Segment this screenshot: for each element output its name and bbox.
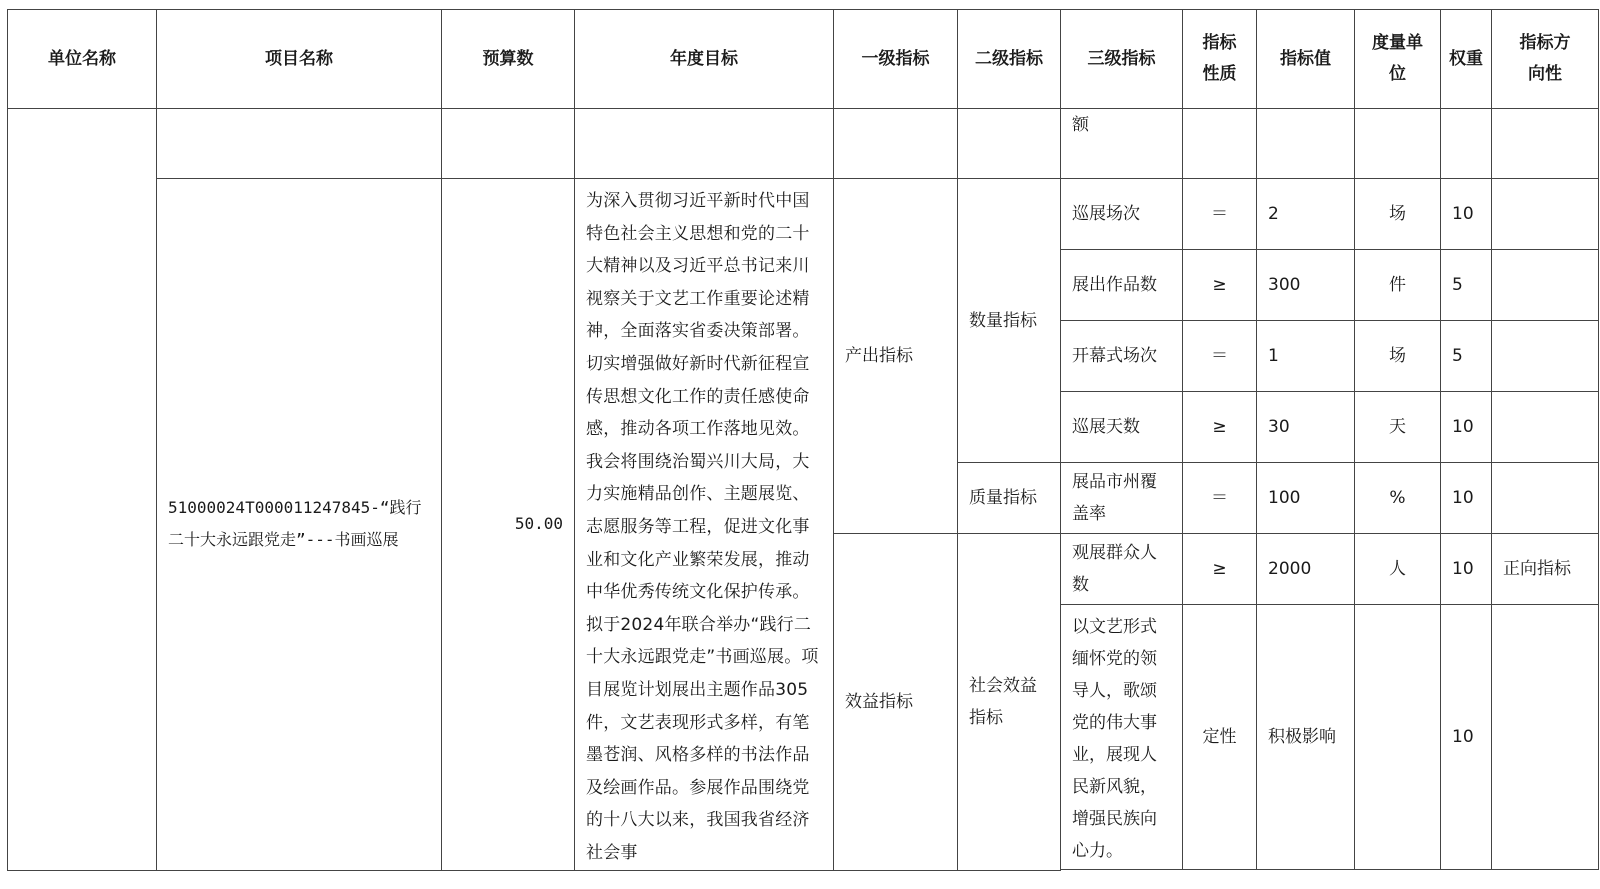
value-cell: 100 [1257, 463, 1355, 534]
nature-cell: ＝ [1183, 321, 1257, 392]
carryover-budget-cell [442, 109, 575, 179]
header-unit: 度量单位 [1355, 10, 1441, 109]
nature-cell: ＝ [1183, 179, 1257, 250]
level3-cell: 以文艺形式缅怀党的领导人，歌颂党的伟大事业，展现人民新风貌，增强民族向心力。 [1061, 605, 1183, 870]
weight-cell: 10 [1441, 179, 1492, 250]
level2-quantity-cell: 数量指标 [958, 179, 1061, 463]
direction-cell [1492, 321, 1599, 392]
carryover-level1-cell [834, 109, 958, 179]
direction-cell [1492, 605, 1599, 870]
level3-cell: 展出作品数 [1061, 250, 1183, 321]
value-cell: 积极影响 [1257, 605, 1355, 870]
direction-cell [1492, 463, 1599, 534]
direction-cell [1492, 250, 1599, 321]
header-direction: 指标方向性 [1492, 10, 1599, 109]
header-nature: 指标性质 [1183, 10, 1257, 109]
header-weight: 权重 [1441, 10, 1492, 109]
project-name-cell: 51000024T000011247845-“践行二十大永远跟党走”---书画巡展 [157, 179, 442, 871]
header-level3: 三级指标 [1061, 10, 1183, 109]
direction-cell [1492, 179, 1599, 250]
carryover-nature-cell [1183, 109, 1257, 179]
table-tail-spacer [1061, 870, 1599, 871]
nature-cell: ≥ [1183, 392, 1257, 463]
carryover-project-cell [157, 109, 442, 179]
header-budget: 预算数 [442, 10, 575, 109]
level1-output-cell: 产出指标 [834, 179, 958, 534]
value-cell: 1 [1257, 321, 1355, 392]
level2-quality-cell: 质量指标 [958, 463, 1061, 534]
unit-cell: 场 [1355, 179, 1441, 250]
weight-cell: 10 [1441, 463, 1492, 534]
level3-cell: 观展群众人数 [1061, 534, 1183, 605]
value-cell: 30 [1257, 392, 1355, 463]
value-cell: 2 [1257, 179, 1355, 250]
nature-cell: 定性 [1183, 605, 1257, 870]
weight-cell: 5 [1441, 321, 1492, 392]
unit-cell: 人 [1355, 534, 1441, 605]
table-row [8, 179, 1599, 250]
unit-cell: 件 [1355, 250, 1441, 321]
header-annual-goal: 年度目标 [575, 10, 834, 109]
carryover-weight-cell [1441, 109, 1492, 179]
nature-cell: ≥ [1183, 534, 1257, 605]
carryover-unit-cell [1355, 109, 1441, 179]
budget-cell: 50.00 [442, 179, 575, 871]
level1-benefit-cell: 效益指标 [834, 534, 958, 871]
unit-name-cell [8, 109, 157, 871]
unit-cell [1355, 605, 1441, 870]
level3-cell: 巡展场次 [1061, 179, 1183, 250]
unit-cell: % [1355, 463, 1441, 534]
weight-cell: 10 [1441, 534, 1492, 605]
header-level1: 一级指标 [834, 10, 958, 109]
weight-cell: 10 [1441, 392, 1492, 463]
direction-cell: 正向指标 [1492, 534, 1599, 605]
header-value: 指标值 [1257, 10, 1355, 109]
annual-goal-cell: 为深入贯彻习近平新时代中国特色社会主义思想和党的二十大精神以及习近平总书记来川视察关于文艺工作重要论述精神，全面落实省委决策部署。切实增强做好新时代新征程宣传思想文化工作的责任感使命感，推动各项工作落地见效。我会将围绕治蜀兴川大局，大力实施精品创作、主题展览、志愿服务等工程，促进文化事业和文化产业繁荣发展，推动中华优秀传统文化保护传承。拟于2024年联合举办“践行二十大永远跟党走”书画巡展。项目展览计划展出主题作品305件，文艺表现形式多样，有笔墨苍润、风格多样的书法作品及绘画作品。参展作品围绕党的十八大以来，我国我省经济社会事 [575, 179, 834, 871]
header-project-name: 项目名称 [157, 10, 442, 109]
level3-cell: 开幕式场次 [1061, 321, 1183, 392]
value-cell: 2000 [1257, 534, 1355, 605]
unit-cell: 天 [1355, 392, 1441, 463]
carryover-goal-cell [575, 109, 834, 179]
level3-cell: 巡展天数 [1061, 392, 1183, 463]
value-cell: 300 [1257, 250, 1355, 321]
performance-indicator-table [7, 9, 1599, 871]
unit-cell: 场 [1355, 321, 1441, 392]
level2-social-cell: 社会效益指标 [958, 534, 1061, 871]
carryover-value-cell [1257, 109, 1355, 179]
level3-cell: 展品市州覆盖率 [1061, 463, 1183, 534]
header-level2: 二级指标 [958, 10, 1061, 109]
carryover-level3-cell: 额 [1061, 109, 1183, 179]
header-unit-name: 单位名称 [8, 10, 157, 109]
carryover-row [8, 109, 1599, 179]
weight-cell: 5 [1441, 250, 1492, 321]
carryover-direction-cell [1492, 109, 1599, 179]
nature-cell: ＝ [1183, 463, 1257, 534]
direction-cell [1492, 392, 1599, 463]
nature-cell: ≥ [1183, 250, 1257, 321]
carryover-level2-cell [958, 109, 1061, 179]
header-row [8, 10, 1599, 109]
weight-cell: 10 [1441, 605, 1492, 870]
